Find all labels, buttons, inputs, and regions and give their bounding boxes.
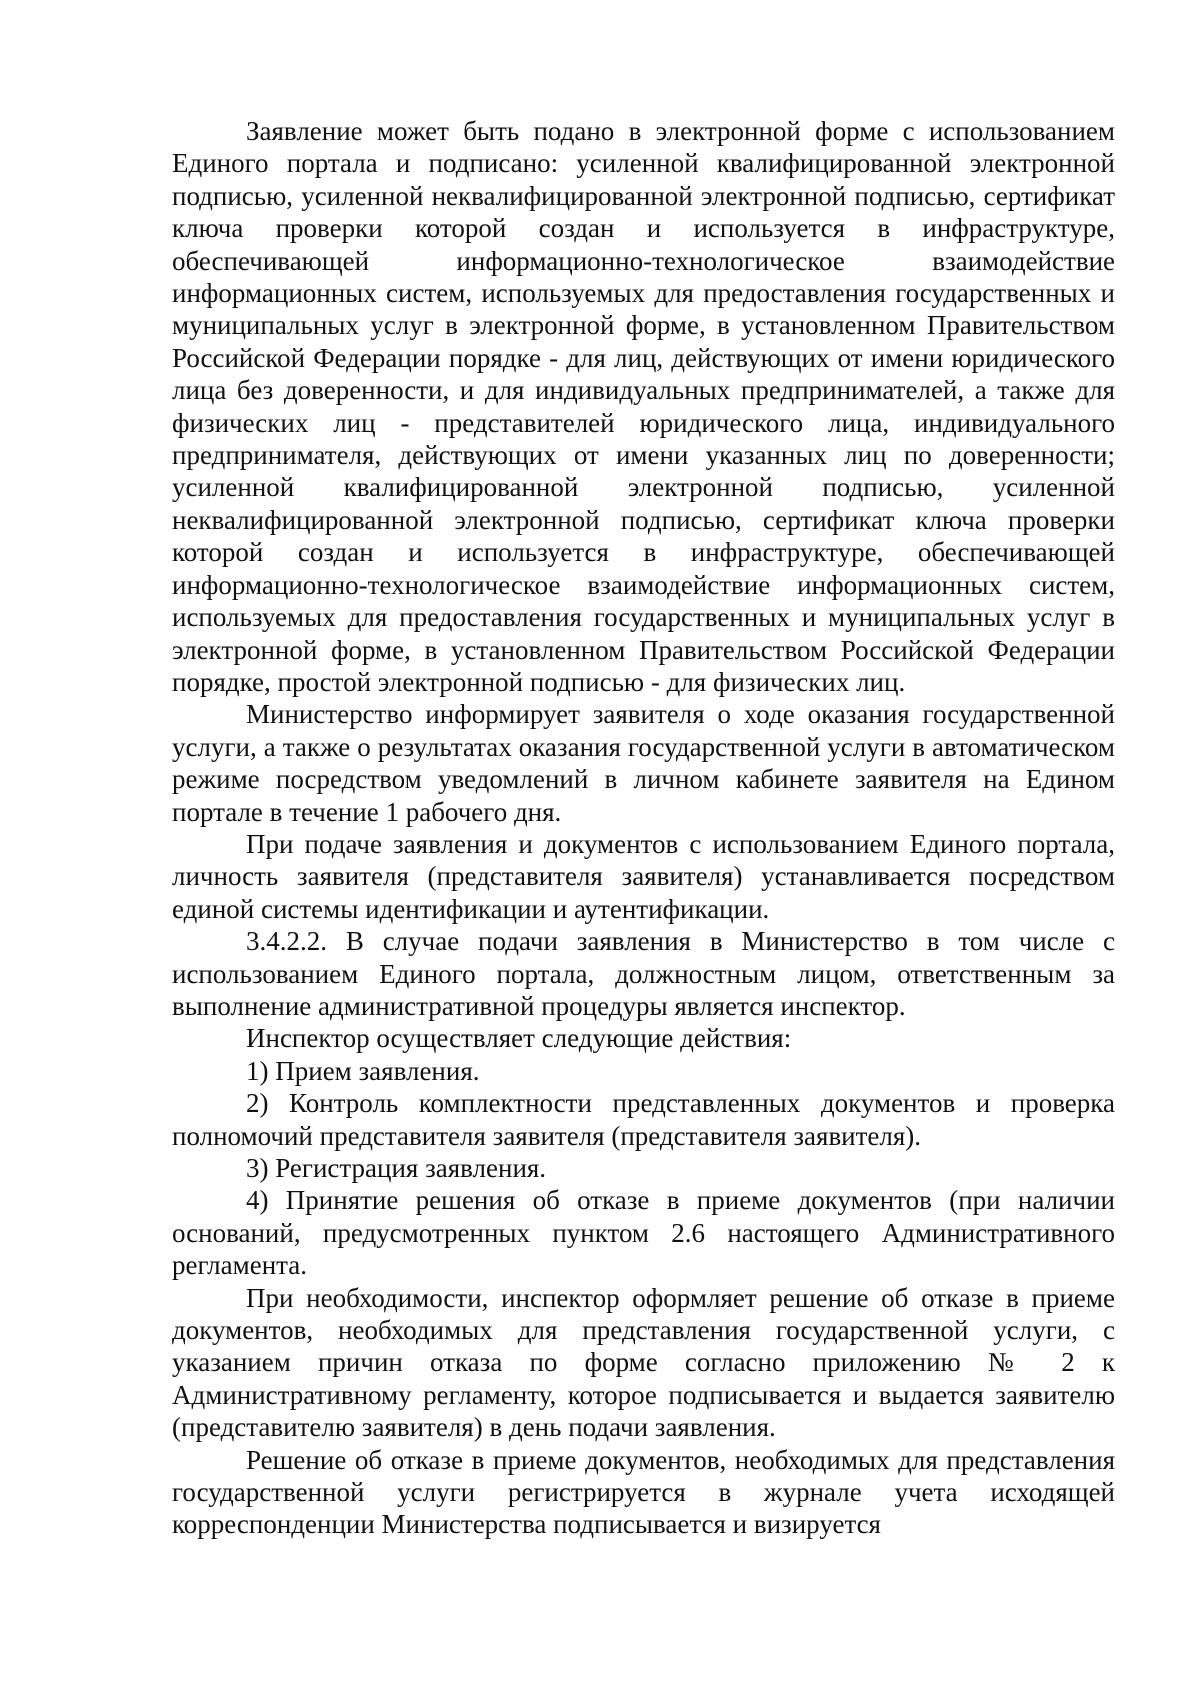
- paragraph-electronic-submission: Заявление может быть подано в электронной форме с использованием Единого портала и подписано: усиленной квалифицированной электронной подписью, усиленной неквалифицированной электронной подписью, сертификат ключа проверки которой создан и используется в инфраструктуре, обеспечивающей информационно-технологическое взаимодействие информационных систем, используемых для предоставления государственных и муниципальных услуг в электронной форме, в установленном Правительством Российской Федерации порядке - для лиц, действующих от имени юридического лица без доверенности, и для индивидуальных предпринимателей, а также для физических лиц - представителей юридического лица, индивидуального предпринимателя, действующих от имени указанных лиц по доверенности; усиленной квалифицированной электронной подписью, усиленной неквалифицированной электронной подписью, сертификат ключа проверки которой создан и используется в инфраструктуре, обеспечивающей информационно-технологическое взаимодействие информационных систем, используемых для предоставления государственных и муниципальных услуг в электронной форме, в установленном Правительством Российской Федерации порядке, простой электронной подписью - для физических лиц.: [172, 116, 1115, 697]
- list-item-2: 2) Контроль комплектности представленных документов и проверка полномочий представителя заявителя (представителя заявителя).: [172, 1088, 1115, 1151]
- document-body: [172, 115, 1115, 1541]
- list-item-4: 4) Принятие решения об отказе в приеме документов (при наличии оснований, предусмотренных пунктом 2.6 настоящего Административного регламента.: [172, 1185, 1115, 1281]
- paragraph-section-3-4-2-2: 3.4.2.2. В случае подачи заявления в Министерство в том числе с использованием Единого портала, должностным лицом, ответственным за выполнение административной процедуры является инспектор.: [172, 926, 1115, 1021]
- paragraph-refusal-decision: При необходимости, инспектор оформляет решение об отказе в приеме документов, необходимых для представления государственной услуги, с указанием причин отказа по форме согласно приложению № 2 к Административному регламенту, которое подписывается и выдается заявителю (представителю заявителя) в день подачи заявления.: [172, 1282, 1115, 1443]
- paragraph-inspector-actions: Инспектор осуществляет следующие действия:: [246, 1023, 792, 1054]
- list-item-1: 1) Прием заявления.: [246, 1055, 480, 1086]
- paragraph-ministry-informs: Министерство информирует заявителя о ходе оказания государственной услуги, а также о результатах оказания государственной услуги в автоматическом режиме посредством уведомлений в личном кабинете заявителя на Едином портале в течение 1 рабочего дня.: [172, 699, 1115, 827]
- paragraph-refusal-registration: Решение об отказе в приеме документов, необходимых для представления государственной услуги регистрируется в журнале учета исходящей корреспонденции Министерства подписывается и визируется: [172, 1444, 1115, 1540]
- paragraph-identity-verification: При подаче заявления и документов с использованием Единого портала, личность заявителя (представителя заявителя) устанавливается посредством единой системы идентификации и аутентификации.: [172, 828, 1115, 924]
- list-item-3: 3) Регистрация заявления.: [246, 1153, 547, 1183]
